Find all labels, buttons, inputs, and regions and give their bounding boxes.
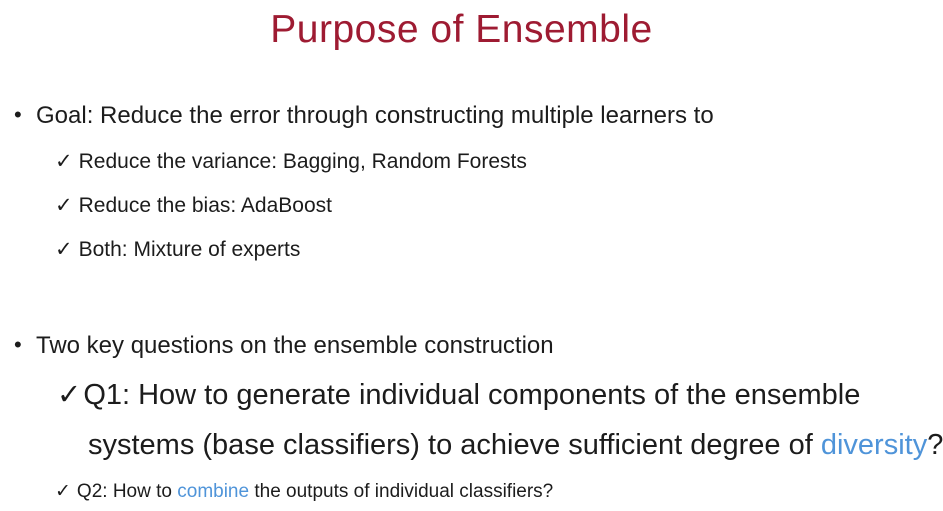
bullet-icon: • <box>14 102 22 127</box>
sub-bullet-variance-text: Reduce the variance: Bagging, Random Forests <box>78 150 527 173</box>
q1-line2-prefix: systems (base classifiers) to achieve sufficient degree of <box>88 429 821 461</box>
checkmark-icon: ✓ <box>55 481 71 502</box>
questions-text: Two key questions on the ensemble construction <box>36 332 554 359</box>
checkmark-icon: ✓ <box>55 194 73 217</box>
questions-bullet-line <box>14 332 554 360</box>
checkmark-icon: ✓ <box>55 150 73 173</box>
sub-bullet-bias <box>55 194 332 218</box>
goal-text: Goal: Reduce the error through constructing multiple learners to <box>36 102 714 129</box>
q1-diversity-highlight: diversity <box>820 429 928 461</box>
q1-line1-text: Q1: How to generate individual components of the ensemble <box>83 379 861 411</box>
sub-bullet-bias-text: Reduce the bias: AdaBoost <box>78 194 332 217</box>
q2-line <box>55 481 553 503</box>
q2-combine-highlight: combine <box>177 481 250 502</box>
bullet-icon: • <box>14 332 22 357</box>
q1-line2 <box>88 429 943 462</box>
q1-line1 <box>57 379 860 412</box>
q1-line2-suffix: ? <box>927 429 943 461</box>
q2-prefix: Q2: How to <box>76 481 178 502</box>
checkmark-icon: ✓ <box>55 238 73 261</box>
sub-bullet-both-text: Both: Mixture of experts <box>78 238 301 261</box>
checkmark-icon: ✓ <box>57 379 82 411</box>
sub-bullet-variance <box>55 150 527 174</box>
sub-bullet-both <box>55 238 300 262</box>
q2-suffix: the outputs of individual classifiers? <box>249 481 554 502</box>
goal-bullet-line <box>14 102 714 130</box>
slide-title: Purpose of Ensemble <box>270 8 653 51</box>
